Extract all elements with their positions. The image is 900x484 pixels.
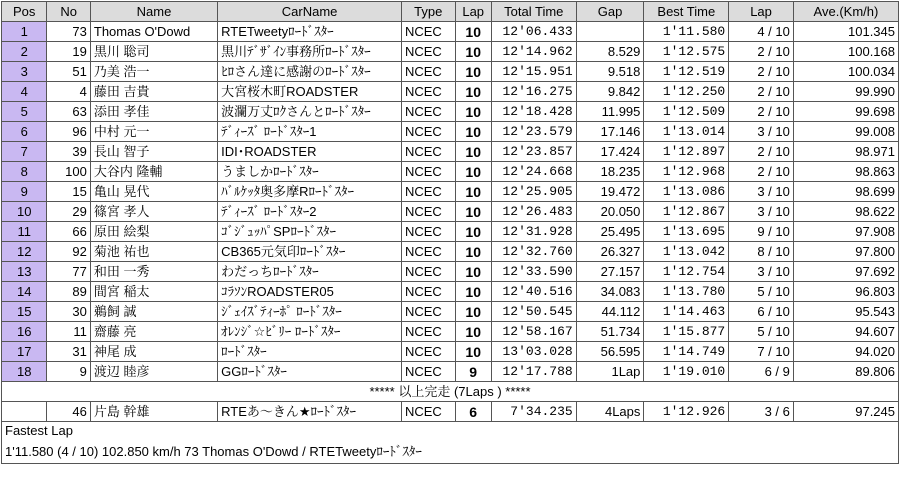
row-best-lap: 2 / 10	[729, 82, 794, 102]
row-carname: 黒川ﾃﾞｻﾞｲﾝ事務所ﾛｰﾄﾞｽﾀｰ	[218, 42, 402, 62]
row-no: 9	[47, 362, 90, 382]
row-average-speed: 98.699	[793, 182, 898, 202]
row-carname: ﾋﾛさん達に感謝のﾛｰﾄﾞｽﾀｰ	[218, 62, 402, 82]
row-average-speed: 100.034	[793, 62, 898, 82]
dnf-average-speed: 97.245	[793, 402, 898, 422]
row-name: 長山 智子	[90, 142, 217, 162]
row-name: 間宮 稲太	[90, 282, 217, 302]
row-best-lap: 5 / 10	[729, 282, 794, 302]
row-no: 4	[47, 82, 90, 102]
row-pos: 15	[2, 302, 47, 322]
row-best-time: 1'12.519	[644, 62, 729, 82]
row-lap: 10	[455, 182, 491, 202]
row-name: 添田 孝佳	[90, 102, 217, 122]
row-pos: 4	[2, 82, 47, 102]
row-best-time: 1'13.086	[644, 182, 729, 202]
row-gap: 56.595	[576, 342, 644, 362]
row-no: 31	[47, 342, 90, 362]
row-total-time: 12'40.516	[491, 282, 576, 302]
dnf-no: 46	[47, 402, 90, 422]
row-no: 29	[47, 202, 90, 222]
row-total-time: 12'17.788	[491, 362, 576, 382]
row-pos: 17	[2, 342, 47, 362]
row-carname: GGﾛｰﾄﾞｽﾀｰ	[218, 362, 402, 382]
table-row	[2, 142, 899, 162]
table-row	[2, 262, 899, 282]
row-gap: 17.424	[576, 142, 644, 162]
table-row	[2, 362, 899, 382]
row-best-lap: 3 / 10	[729, 122, 794, 142]
row-no: 39	[47, 142, 90, 162]
row-no: 77	[47, 262, 90, 282]
row-best-time: 1'11.580	[644, 22, 729, 42]
row-type: NCEC	[401, 182, 455, 202]
row-lap: 10	[455, 262, 491, 282]
row-pos: 11	[2, 222, 47, 242]
table-row	[2, 162, 899, 182]
row-average-speed: 98.863	[793, 162, 898, 182]
row-total-time: 12'23.579	[491, 122, 576, 142]
row-gap: 27.157	[576, 262, 644, 282]
row-total-time: 12'16.275	[491, 82, 576, 102]
row-lap: 10	[455, 142, 491, 162]
row-total-time: 13'03.028	[491, 342, 576, 362]
row-total-time: 12'33.590	[491, 262, 576, 282]
dnf-type: NCEC	[401, 402, 455, 422]
table-row	[2, 302, 899, 322]
row-average-speed: 97.800	[793, 242, 898, 262]
row-name: 菊池 祐也	[90, 242, 217, 262]
row-best-time: 1'12.968	[644, 162, 729, 182]
row-gap: 9.518	[576, 62, 644, 82]
row-pos: 9	[2, 182, 47, 202]
row-gap: 26.327	[576, 242, 644, 262]
row-average-speed: 97.692	[793, 262, 898, 282]
header-no: No	[47, 2, 90, 22]
table-row	[2, 102, 899, 122]
row-no: 30	[47, 302, 90, 322]
row-best-lap: 4 / 10	[729, 22, 794, 42]
row-lap: 10	[455, 102, 491, 122]
row-best-lap: 2 / 10	[729, 162, 794, 182]
row-gap: 8.529	[576, 42, 644, 62]
header-average-speed: Ave.(Km/h)	[793, 2, 898, 22]
row-best-time: 1'12.867	[644, 202, 729, 222]
row-gap: 11.995	[576, 102, 644, 122]
row-carname: 大宮桜木町ROADSTER	[218, 82, 402, 102]
row-gap: 51.734	[576, 322, 644, 342]
row-lap: 10	[455, 82, 491, 102]
dnf-row	[2, 402, 899, 422]
row-best-time: 1'19.010	[644, 362, 729, 382]
table-row	[2, 322, 899, 342]
row-total-time: 12'24.668	[491, 162, 576, 182]
results-body	[2, 22, 899, 382]
row-best-time: 1'13.780	[644, 282, 729, 302]
row-no: 63	[47, 102, 90, 122]
row-best-time: 1'12.509	[644, 102, 729, 122]
row-type: NCEC	[401, 162, 455, 182]
completion-note-row	[2, 382, 899, 402]
row-gap: 20.050	[576, 202, 644, 222]
header-total-time: Total Time	[491, 2, 576, 22]
row-carname: ｵﾚﾝｼﾞ☆ﾋﾞﾘｰ ﾛｰﾄﾞｽﾀｰ	[218, 322, 402, 342]
header-best-time: Best Time	[644, 2, 729, 22]
row-best-time: 1'14.749	[644, 342, 729, 362]
row-no: 92	[47, 242, 90, 262]
row-total-time: 12'32.760	[491, 242, 576, 262]
row-best-time: 1'12.754	[644, 262, 729, 282]
row-carname: ﾃﾞｨｰｽﾞ ﾛｰﾄﾞｽﾀｰ2	[218, 202, 402, 222]
row-type: NCEC	[401, 362, 455, 382]
row-lap: 10	[455, 22, 491, 42]
header-pos: Pos	[2, 2, 47, 22]
row-average-speed: 99.008	[793, 122, 898, 142]
row-carname: ﾃﾞｨｰｽﾞ ﾛｰﾄﾞｽﾀｰ1	[218, 122, 402, 142]
row-pos: 13	[2, 262, 47, 282]
row-average-speed: 101.345	[793, 22, 898, 42]
row-best-lap: 7 / 10	[729, 342, 794, 362]
table-row	[2, 202, 899, 222]
row-pos: 16	[2, 322, 47, 342]
row-gap: 44.112	[576, 302, 644, 322]
header-row	[2, 2, 899, 22]
dnf-gap: 4Laps	[576, 402, 644, 422]
table-row	[2, 122, 899, 142]
row-best-time: 1'12.575	[644, 42, 729, 62]
row-type: NCEC	[401, 262, 455, 282]
dnf-best-lap: 3 / 6	[729, 402, 794, 422]
row-total-time: 12'18.428	[491, 102, 576, 122]
row-type: NCEC	[401, 282, 455, 302]
row-best-lap: 2 / 10	[729, 142, 794, 162]
row-best-lap: 9 / 10	[729, 222, 794, 242]
row-type: NCEC	[401, 82, 455, 102]
table-row	[2, 82, 899, 102]
row-name: 原田 絵梨	[90, 222, 217, 242]
row-pos: 1	[2, 22, 47, 42]
row-best-time: 1'13.014	[644, 122, 729, 142]
header-gap: Gap	[576, 2, 644, 22]
row-lap: 10	[455, 162, 491, 182]
row-type: NCEC	[401, 222, 455, 242]
row-no: 96	[47, 122, 90, 142]
row-average-speed: 98.622	[793, 202, 898, 222]
row-average-speed: 98.971	[793, 142, 898, 162]
row-name: 齋藤 亮	[90, 322, 217, 342]
row-best-lap: 6 / 9	[729, 362, 794, 382]
row-total-time: 12'31.928	[491, 222, 576, 242]
row-gap: 18.235	[576, 162, 644, 182]
row-name: 和田 一秀	[90, 262, 217, 282]
row-name: 乃美 浩一	[90, 62, 217, 82]
row-pos: 10	[2, 202, 47, 222]
row-pos: 5	[2, 102, 47, 122]
row-lap: 10	[455, 282, 491, 302]
row-gap: 1Lap	[576, 362, 644, 382]
table-row	[2, 62, 899, 82]
row-gap: 34.083	[576, 282, 644, 302]
row-no: 19	[47, 42, 90, 62]
row-type: NCEC	[401, 142, 455, 162]
row-pos: 14	[2, 282, 47, 302]
table-row	[2, 222, 899, 242]
row-best-time: 1'13.695	[644, 222, 729, 242]
row-pos: 3	[2, 62, 47, 82]
row-gap: 19.472	[576, 182, 644, 202]
row-type: NCEC	[401, 62, 455, 82]
row-carname: 波瀾万丈ﾛｸさんとﾛｰﾄﾞｽﾀｰ	[218, 102, 402, 122]
row-pos: 18	[2, 362, 47, 382]
row-name: 黒川 聡司	[90, 42, 217, 62]
row-carname: ｼﾞｪｲｽﾞﾃｨｰﾎﾟ ﾛｰﾄﾞｽﾀｰ	[218, 302, 402, 322]
row-type: NCEC	[401, 322, 455, 342]
fastest-lap-title: Fastest Lap	[5, 423, 73, 438]
row-best-time: 1'12.250	[644, 82, 729, 102]
row-best-time: 1'13.042	[644, 242, 729, 262]
row-lap: 10	[455, 222, 491, 242]
row-carname: ﾊﾞﾙｹｯﾀ奥多摩Rﾛｰﾄﾞｽﾀｰ	[218, 182, 402, 202]
completion-note: ***** 以上完走 (7Laps ) *****	[2, 382, 899, 402]
row-average-speed: 94.020	[793, 342, 898, 362]
fastest-lap-section	[1, 422, 899, 464]
table-row	[2, 22, 899, 42]
row-pos: 8	[2, 162, 47, 182]
row-total-time: 12'14.962	[491, 42, 576, 62]
header-lap: Lap	[455, 2, 491, 22]
row-carname: うましかﾛｰﾄﾞｽﾀｰ	[218, 162, 402, 182]
row-name: 亀山 晃代	[90, 182, 217, 202]
row-type: NCEC	[401, 22, 455, 42]
row-average-speed: 99.698	[793, 102, 898, 122]
row-type: NCEC	[401, 302, 455, 322]
row-name: 篠宮 孝人	[90, 202, 217, 222]
results-table	[1, 1, 899, 422]
table-row	[2, 242, 899, 262]
row-name: 藤田 吉貴	[90, 82, 217, 102]
row-carname: CB365元気印ﾛｰﾄﾞｽﾀｰ	[218, 242, 402, 262]
dnf-pos	[2, 402, 47, 422]
row-no: 15	[47, 182, 90, 202]
row-no: 100	[47, 162, 90, 182]
row-gap: 9.842	[576, 82, 644, 102]
row-carname: ｺﾞｼﾞｭｯﾊﾟSPﾛｰﾄﾞｽﾀｰ	[218, 222, 402, 242]
row-best-lap: 5 / 10	[729, 322, 794, 342]
row-carname: わだっちﾛｰﾄﾞｽﾀｰ	[218, 262, 402, 282]
row-gap	[576, 22, 644, 42]
row-name: 中村 元一	[90, 122, 217, 142]
row-carname: RTETweetyﾛｰﾄﾞｽﾀｰ	[218, 22, 402, 42]
header-best-lap: Lap	[729, 2, 794, 22]
row-pos: 12	[2, 242, 47, 262]
row-average-speed: 99.990	[793, 82, 898, 102]
row-best-lap: 3 / 10	[729, 182, 794, 202]
row-best-time: 1'15.877	[644, 322, 729, 342]
row-average-speed: 97.908	[793, 222, 898, 242]
row-lap: 9	[455, 362, 491, 382]
row-best-time: 1'12.897	[644, 142, 729, 162]
row-pos: 7	[2, 142, 47, 162]
row-total-time: 12'50.545	[491, 302, 576, 322]
row-lap: 10	[455, 242, 491, 262]
row-lap: 10	[455, 302, 491, 322]
row-lap: 10	[455, 42, 491, 62]
row-name: 渡辺 睦彦	[90, 362, 217, 382]
row-best-lap: 8 / 10	[729, 242, 794, 262]
row-lap: 10	[455, 122, 491, 142]
row-best-lap: 2 / 10	[729, 42, 794, 62]
row-type: NCEC	[401, 102, 455, 122]
header-name: Name	[90, 2, 217, 22]
row-best-lap: 3 / 10	[729, 202, 794, 222]
row-average-speed: 100.168	[793, 42, 898, 62]
row-average-speed: 96.803	[793, 282, 898, 302]
row-lap: 10	[455, 202, 491, 222]
row-best-lap: 2 / 10	[729, 62, 794, 82]
row-carname: IDI･ROADSTER	[218, 142, 402, 162]
row-total-time: 12'06.433	[491, 22, 576, 42]
table-row	[2, 42, 899, 62]
header-carname: CarName	[218, 2, 402, 22]
row-no: 11	[47, 322, 90, 342]
row-pos: 2	[2, 42, 47, 62]
row-carname: ｺﾗｿﾝROADSTER05	[218, 282, 402, 302]
table-row	[2, 282, 899, 302]
row-pos: 6	[2, 122, 47, 142]
row-total-time: 12'15.951	[491, 62, 576, 82]
row-gap: 25.495	[576, 222, 644, 242]
row-type: NCEC	[401, 122, 455, 142]
row-total-time: 12'26.483	[491, 202, 576, 222]
dnf-name: 片島 幹雄	[90, 402, 217, 422]
row-no: 51	[47, 62, 90, 82]
row-name: Thomas O'Dowd	[90, 22, 217, 42]
row-average-speed: 89.806	[793, 362, 898, 382]
row-name: 鵜飼 誠	[90, 302, 217, 322]
dnf-lap: 6	[455, 402, 491, 422]
row-name: 大谷内 隆輔	[90, 162, 217, 182]
row-name: 神尾 成	[90, 342, 217, 362]
row-total-time: 12'25.905	[491, 182, 576, 202]
dnf-best-time: 1'12.926	[644, 402, 729, 422]
row-best-lap: 6 / 10	[729, 302, 794, 322]
row-total-time: 12'58.167	[491, 322, 576, 342]
row-type: NCEC	[401, 42, 455, 62]
fastest-lap-detail: 1'11.580 (4 / 10) 102.850 km/h 73 Thomas O'Dowd / RTETweetyﾛｰﾄﾞｽﾀｰ	[5, 444, 422, 459]
dnf-carname: RTEあ～きん★ﾛｰﾄﾞｽﾀｰ	[218, 402, 402, 422]
dnf-total-time: 7'34.235	[491, 402, 576, 422]
row-best-time: 1'14.463	[644, 302, 729, 322]
row-no: 66	[47, 222, 90, 242]
table-row	[2, 342, 899, 362]
row-average-speed: 94.607	[793, 322, 898, 342]
row-type: NCEC	[401, 202, 455, 222]
table-row	[2, 182, 899, 202]
row-type: NCEC	[401, 242, 455, 262]
row-type: NCEC	[401, 342, 455, 362]
row-gap: 17.146	[576, 122, 644, 142]
row-no: 73	[47, 22, 90, 42]
row-carname: ﾛｰﾄﾞｽﾀｰ	[218, 342, 402, 362]
row-lap: 10	[455, 342, 491, 362]
row-no: 89	[47, 282, 90, 302]
row-total-time: 12'23.857	[491, 142, 576, 162]
row-average-speed: 95.543	[793, 302, 898, 322]
row-best-lap: 3 / 10	[729, 262, 794, 282]
row-best-lap: 2 / 10	[729, 102, 794, 122]
header-type: Type	[401, 2, 455, 22]
row-lap: 10	[455, 322, 491, 342]
row-lap: 10	[455, 62, 491, 82]
